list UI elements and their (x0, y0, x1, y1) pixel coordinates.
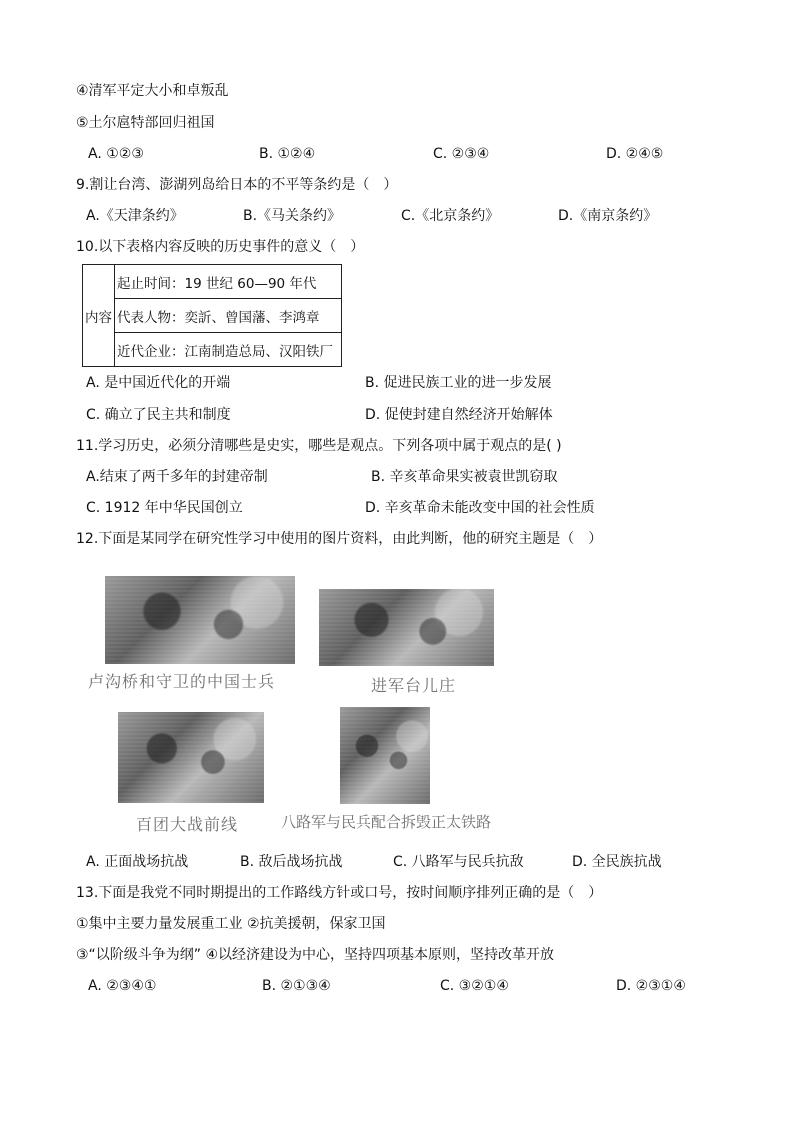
q12-option-a[interactable]: A. 正面战场抗战 (86, 854, 189, 870)
q10-table-head: 内容 (83, 265, 115, 367)
q13-items-line-1: ①集中主要力量发展重工业 ②抗美援朝，保家卫国 (76, 916, 386, 932)
q13-option-d[interactable]: D. ②③①④ (616, 978, 686, 994)
q11-option-c[interactable]: C. 1912 年中华民国创立 (86, 500, 243, 516)
q10-option-c[interactable]: C. 确立了民主共和制度 (86, 407, 231, 423)
q10-table-row: 起止时间：19 世纪 60—90 年代 (115, 265, 342, 299)
q12-option-b[interactable]: B. 敌后战场抗战 (240, 854, 343, 870)
q11-stem: 11.学习历史，必须分清哪些是史实，哪些是观点。下列各项中属于观点的是( ) (76, 438, 562, 454)
photo-hundred-regiments (118, 712, 264, 803)
q9-option-b[interactable]: B.《马关条约》 (243, 208, 342, 224)
q13-option-a[interactable]: A. ②③④① (88, 978, 157, 994)
photo-taierzhuang (319, 589, 494, 666)
q9-stem: 9.割让台湾、澎湖列岛给日本的不平等条约是（ ） (76, 177, 398, 193)
q13-option-b[interactable]: B. ②①③④ (262, 978, 331, 994)
q11-option-b[interactable]: B. 辛亥革命果实被袁世凯窃取 (371, 469, 558, 485)
q13-option-c[interactable]: C. ③②①④ (440, 978, 509, 994)
q8-option-a[interactable]: A. ①②③ (88, 146, 144, 162)
q8-item-5: ⑤土尔扈特部回归祖国 (76, 115, 215, 131)
q10-table-row: 近代企业：江南制造总局、汉阳铁厂 (115, 333, 342, 367)
q8-option-c[interactable]: C. ②③④ (433, 146, 490, 162)
q10-table-row: 代表人物：奕訢、曾国藩、李鸿章 (115, 299, 342, 333)
photo-caption: 百团大战前线 (136, 815, 239, 834)
q12-stem: 12.下面是某同学在研究性学习中使用的图片资料，由此判断，他的研究主题是（ ） (76, 531, 603, 547)
photo-lugou-bridge (105, 576, 295, 664)
photo-caption: 八路军与民兵配合拆毁正太铁路 (281, 813, 492, 831)
q11-option-d[interactable]: D. 辛亥革命未能改变中国的社会性质 (365, 500, 595, 516)
photo-caption: 卢沟桥和守卫的中国士兵 (88, 672, 276, 691)
photo-caption: 进军台儿庄 (371, 676, 457, 695)
q10-option-b[interactable]: B. 促进民族工业的进一步发展 (365, 375, 552, 391)
q8-item-4: ④清军平定大小和卓叛乱 (76, 83, 229, 99)
q8-option-b[interactable]: B. ①②④ (259, 146, 316, 162)
q12-option-c[interactable]: C. 八路军与民兵抗敌 (393, 854, 524, 870)
q9-option-c[interactable]: C.《北京条约》 (401, 208, 500, 224)
q8-option-d[interactable]: D. ②④⑤ (606, 146, 664, 162)
q11-option-a[interactable]: A.结束了两千多年的封建帝制 (86, 469, 268, 485)
q9-option-d[interactable]: D.《南京条约》 (558, 208, 658, 224)
q13-stem: 13.下面是我党不同时期提出的工作路线方针或口号，按时间顺序排列正确的是（ ） (76, 885, 603, 901)
q10-option-d[interactable]: D. 促使封建自然经济开始解体 (365, 407, 553, 423)
photo-railway-sabotage (340, 707, 430, 804)
q10-table (82, 264, 342, 367)
q13-items-line-2: ③“以阶级斗争为纲” ④以经济建设为中心，坚持四项基本原则，坚持改革开放 (76, 947, 555, 963)
q12-option-d[interactable]: D. 全民族抗战 (572, 854, 662, 870)
q10-stem: 10.以下表格内容反映的历史事件的意义（ ） (76, 239, 365, 255)
q9-option-a[interactable]: A.《天津条约》 (86, 208, 184, 224)
q10-option-a[interactable]: A. 是中国近代化的开端 (86, 375, 231, 391)
